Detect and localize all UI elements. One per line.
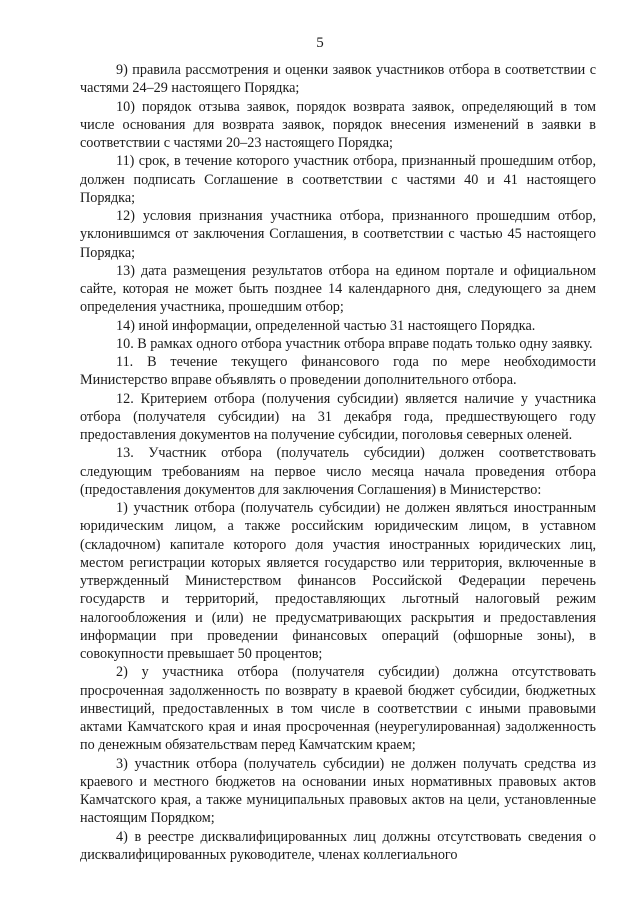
document-body bbox=[80, 61, 596, 864]
paragraph-item-9: 9) правила рассмотрения и оценки заявок участников отбора в соответствии с частями 24–29 настоящего Порядка; bbox=[80, 62, 596, 97]
paragraph-item-13: 13) дата размещения результатов отбора на едином портале и официальном сайте, которая не может быть позднее 14 календарного дня, следующего за днем определения участника, прошедшим отбор; bbox=[80, 262, 596, 316]
paragraph-item-10: 10) порядок отзыва заявок, порядок возврата заявок, определяющий в том числе основания для возврата заявок, порядок внесения изменений в заявки в соответствии с частями 20–23 настоящего Порядка; bbox=[80, 98, 596, 151]
paragraph-requirement-4: 4) в реестре дисквалифицированных лиц должны отсутствовать сведения о дисквалифицированных руководителе, членах коллегиального bbox=[80, 828, 596, 863]
paragraph-requirement-3: 3) участник отбора (получатель субсидии) не должен получать средства из краевого и местного бюджетов на основании иных нормативных правовых актов Камчатского края, а также муниципальных правовых актов на цели, установленные настоящим Порядком; bbox=[80, 755, 596, 827]
paragraph-requirement-2: 2) у участника отбора (получателя субсидии) должна отсутствовать просроченная задолженность по возврату в краевой бюджет субсидии, бюджетных инвестиций, предоставленных в том числе в соответствии с иными правовыми актами Камчатского края и иная просроченная (неурегулированная) задолженность по денежным обязательствам перед Камчатским краем; bbox=[80, 664, 596, 754]
paragraph-item-14: 14) иной информации, определенной частью 31 настоящего Порядка. bbox=[116, 317, 536, 334]
paragraph-section-13: 13. Участник отбора (получатель субсидии) должен соответствовать следующим требованиям на первое число месяца начала проведения отбора (предоставления документов для заключения Соглашения) в Министерство: bbox=[80, 445, 596, 498]
paragraph-section-11: 11. В течение текущего финансового года по мере необходимости Министерство вправе объявлять о проведении дополнительного отбора. bbox=[80, 354, 596, 389]
paragraph-section-12: 12. Критерием отбора (получения субсидии) является наличие у участника отбора (получателя субсидии) на 31 декабря года, предшествующего году предоставления документов на получение субсидии, поголовья северных оленей. bbox=[80, 390, 596, 443]
paragraph-item-11: 11) срок, в течение которого участник отбора, признанный прошедшим отбор, должен подписать Соглашение в соответствии с частями 40 и 41 настоящего Порядка; bbox=[80, 153, 596, 206]
paragraph-requirement-1: 1) участник отбора (получатель субсидии) не должен являться иностранным юридическим лицом, а также российским юридическим лицом, в уставном (складочном) капитале которого доля участия иностранных юридических лиц, местом регистрации которых является государство или территория, включенные в утвержденный Министерством финансов Российской Федерации перечень государств и территорий, предоставляющих льготный налоговый режим налогообложения и (или) не предусматривающих раскрытия и предоставления информации при проведении финансовых операций (офшорные зоны), в совокупности превышает 50 процентов; bbox=[80, 500, 596, 662]
page-number: 5 bbox=[316, 35, 324, 51]
paragraph-section-10: 10. В рамках одного отбора участник отбора вправе подать только одну заявку. bbox=[116, 335, 593, 352]
paragraph-item-12: 12) условия признания участника отбора, признанного прошедшим отбор, уклонившимся от заключения Соглашения, в соответствии с частью 45 настоящего Порядка; bbox=[80, 208, 596, 261]
